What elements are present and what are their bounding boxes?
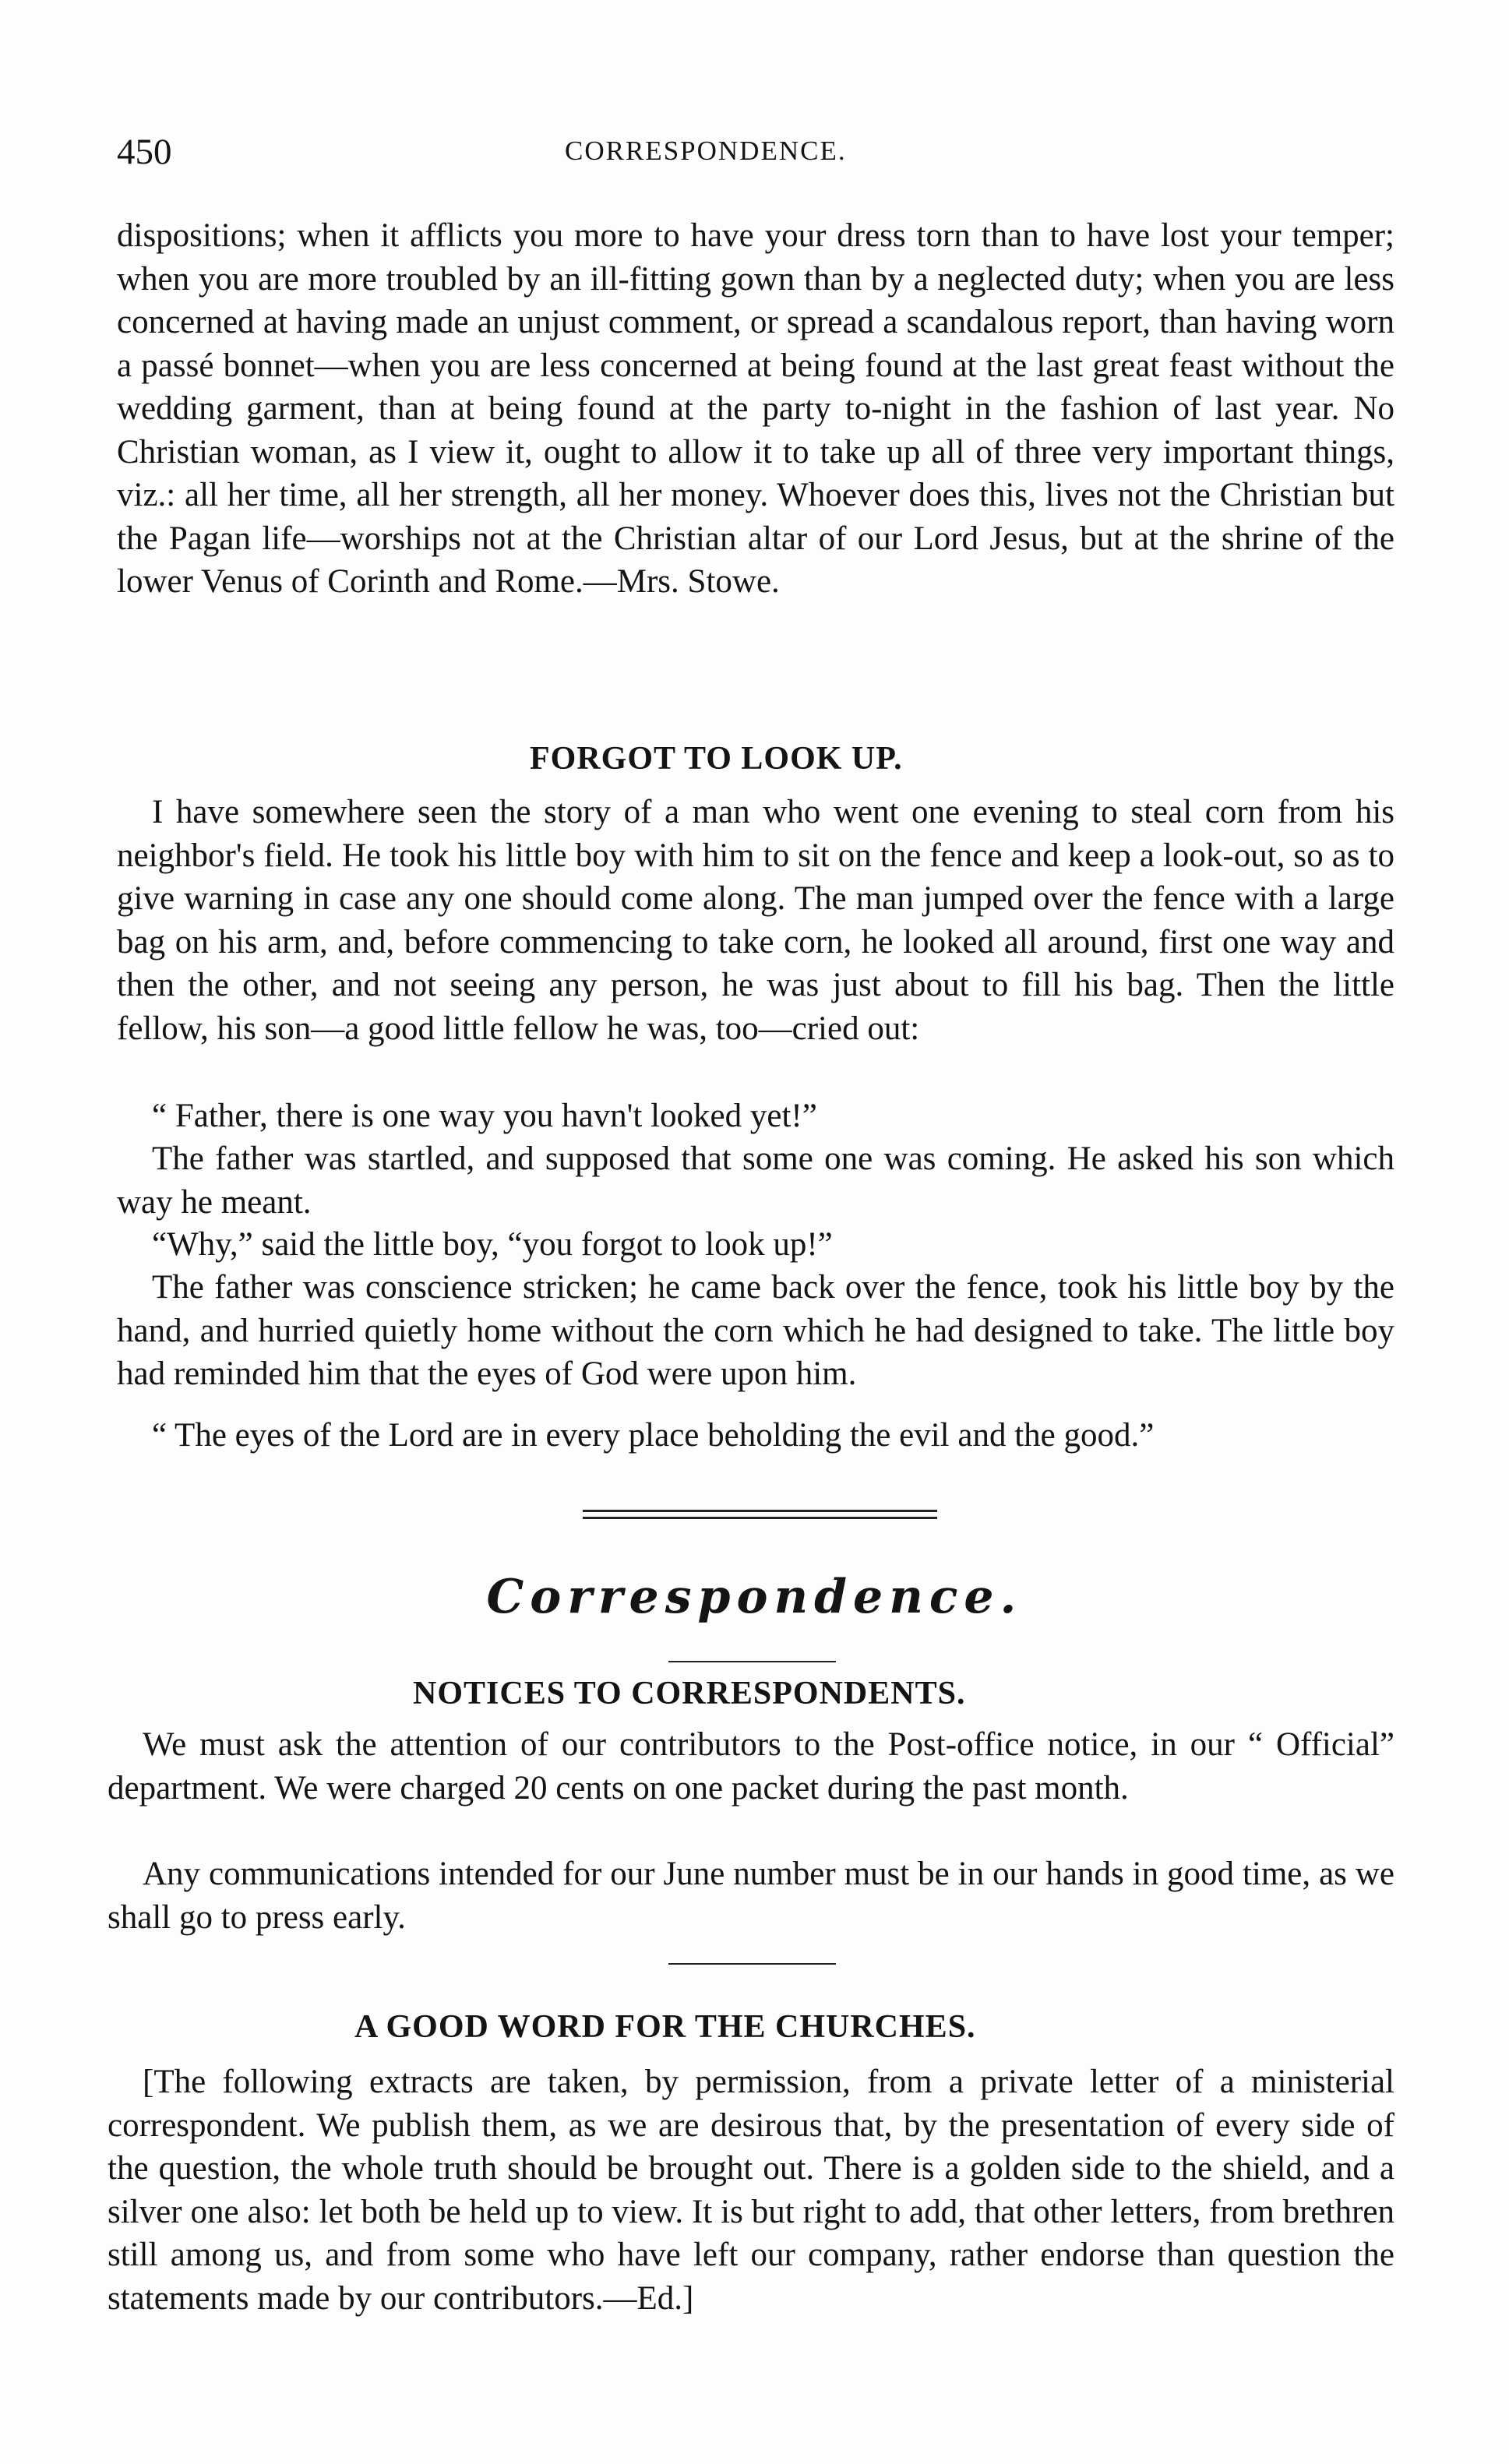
forgot-paragraph-2: “ Father, there is one way you havn't looked yet!” <box>152 1098 817 1134</box>
forgot-paragraph-4: “Why,” said the little boy, “you forgot to look up!” <box>152 1226 833 1263</box>
section-title: Correspondence. <box>486 1570 1023 1624</box>
notices-heading: NOTICES TO CORRESPONDENTS. <box>413 1676 966 1711</box>
separator-rule <box>668 1963 836 1965</box>
forgot-heading: FORGOT TO LOOK UP. <box>530 741 903 777</box>
notices-paragraph-2: Any communications intended for our June number must be in our hands in good time, as we shall go to press early. <box>108 1856 1394 1936</box>
section-rule <box>668 1661 836 1662</box>
double-rule-bottom <box>583 1517 937 1519</box>
notices-paragraph-1: We must ask the attention of our contributors to the Post-office notice, in our “ Official” department. We were charged 20 cents on one packet during the past month. <box>108 1726 1394 1807</box>
intro-paragraph: dispositions; when it afflicts you more to have your dress torn than to have lost your temper; when you are more troubled by an ill-fitting gown than by a neglected duty; when you are less concerned at having made an unjust comment, or spread a scandalous report, than having worn a passé bonnet—when you are less concerned at being found at the last great feast without the wedding garment, than at being found at the party to-night in the fashion of last year. No Christian woman, as I view it, ought to allow it to take up all of three very important things, viz.: all her time, all her strength, all her money. Whoever does this, lives not the Christian but the Pagan life—worships not at the Christian altar of our Lord Jesus, but at the shrine of the lower Venus of Corinth and Rome.—Mrs. Stowe. <box>117 217 1394 600</box>
forgot-paragraph-3: The father was startled, and supposed that some one was coming. He asked his son which way he meant. <box>117 1140 1394 1221</box>
page-header <box>117 131 1394 185</box>
good-word-heading: A GOOD WORD FOR THE CHURCHES. <box>354 2009 976 2045</box>
double-rule-top <box>583 1510 937 1512</box>
good-word-paragraph: [The following extracts are taken, by permission, from a private letter of a ministerial correspondent. We publish them, as we are desirous that, by the presentation of every side of the question, the whole truth should be brought out. There is a golden side to the shield, and a silver one also: let both be held up to view. It is but right to add, that other letters, from brethren still among us, and from some who have left our company, rather endorse than question the statements made by our contributors.—Ed.] <box>108 2064 1394 2317</box>
page-number: 450 <box>117 132 172 172</box>
forgot-paragraph-6: “ The eyes of the Lord are in every place beholding the evil and the good.” <box>152 1417 1155 1454</box>
forgot-paragraph-1: I have somewhere seen the story of a man who went one evening to steal corn from his neighbor's field. He took his little boy with him to sit on the fence and keep a look-out, so as to give warning in case any one should come along. The man jumped over the fence with a large bag on his arm, and, before commencing to take corn, he looked all around, first one way and then the other, and not seeing any person, he was just about to fill his bag. Then the little fellow, his son—a good little fellow he was, too—cried out: <box>117 794 1394 1047</box>
running-head: CORRESPONDENCE. <box>565 136 847 166</box>
forgot-paragraph-5: The father was conscience stricken; he came back over the fence, took his little boy by the hand, and hurried quietly home without the corn which he had designed to take. The little boy had reminded him that the eyes of God were upon him. <box>117 1269 1394 1392</box>
